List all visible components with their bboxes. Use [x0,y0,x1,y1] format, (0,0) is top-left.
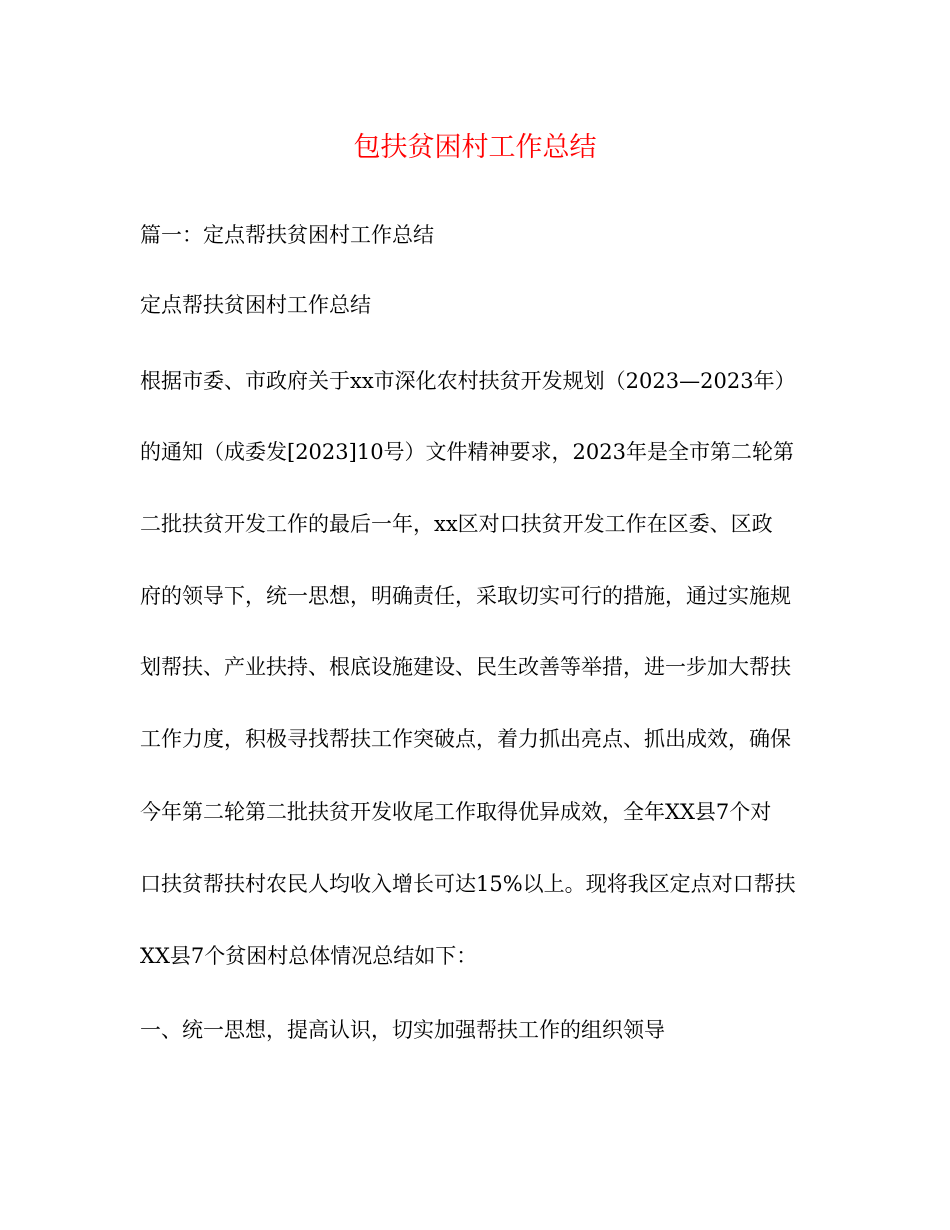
paragraph-line: 府的领导下，统一思想，明确责任，采取切实可行的措施，通过实施规 [140,584,791,608]
paragraph-line: 二批扶贫开发工作的最后一年，xx区对口扶贫开发工作在区委、区政 [140,512,773,536]
paragraph-line: 划帮扶、产业扶持、根底设施建设、民生改善等举措，进一步加大帮扶 [140,655,791,679]
paragraph-line: 今年第二轮第二批扶贫开发收尾工作取得优异成效，全年XX县7个对 [140,800,772,824]
paragraph-line: 口扶贫帮扶村农民人均收入增长可达15%以上。现将我区定点对口帮扶 [140,872,796,896]
subtitle: 定点帮扶贫困村工作总结 [140,293,371,317]
paragraph-line: XX县7个贫困村总体情况总结如下： [140,944,478,968]
section-heading: 一、统一思想，提高认识，切实加强帮扶工作的组织领导 [140,1018,665,1042]
paragraph-line: 工作力度，积极寻找帮扶工作突破点，着力抓出亮点、抓出成效，确保 [140,727,791,751]
paragraph-line: 的通知（成委发[2023]10号）文件精神要求，2023年是全市第二轮第 [140,440,794,464]
document-title: 包扶贫困村工作总结 [353,132,597,163]
paragraph-line: 根据市委、市政府关于xx市深化农村扶贫开发规划（2023—2023年） [140,369,796,393]
section-heading: 篇一：定点帮扶贫困村工作总结 [140,223,434,247]
